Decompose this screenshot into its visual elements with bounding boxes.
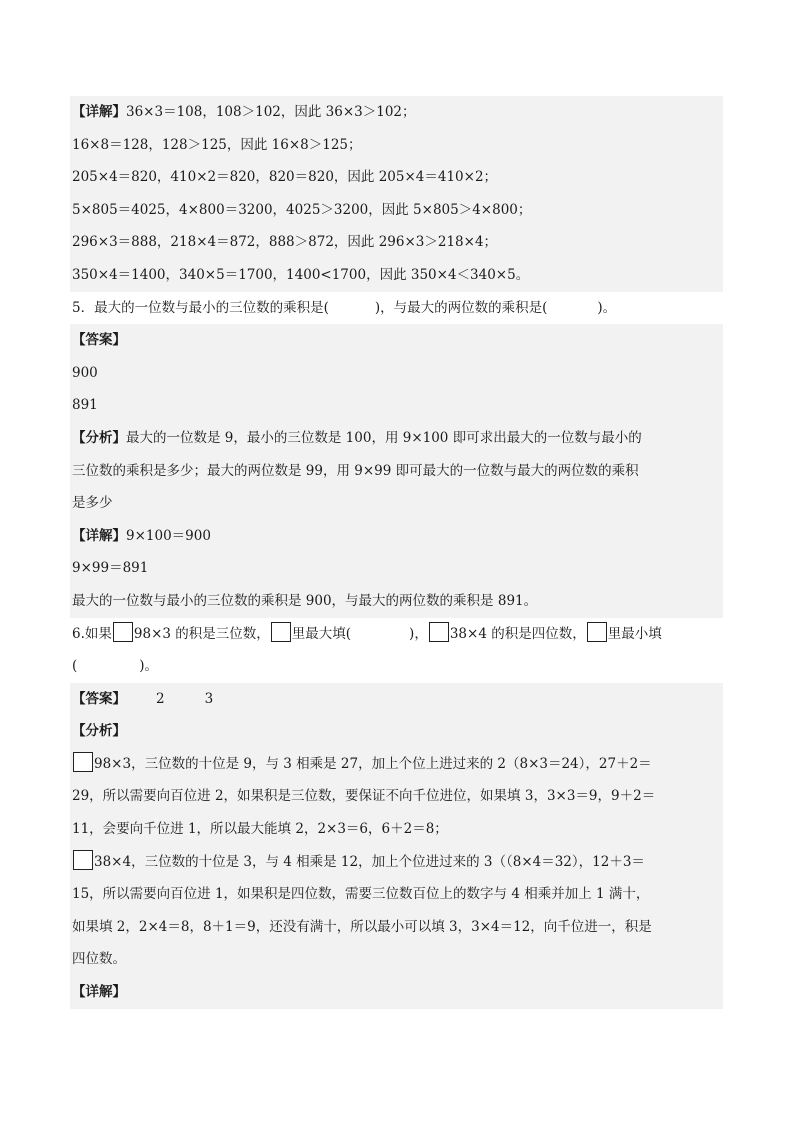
detail-line: 205×4＝820，410×2＝820，820＝820，因此 205×4＝410×2； — [70, 161, 723, 194]
question-6: 6.如果 98×3 的积是三位数， 里最大填( )， 38×4 的积是四位数， 里最小填 — [70, 618, 723, 651]
analysis-line: 【分析】最大的一位数是 9，最小的三位数是 100，用 9×100 即可求出最大的一位数与最小的 — [70, 422, 723, 455]
analysis-line: 11，会要向千位进 1，所以最大能填 2，2×3＝6，6＋2＝8； — [70, 813, 723, 846]
analysis-line: 15，所以需要向百位进 1，如果积是四位数，需要三位数百位上的数字与 4 相乘并加上 1 满十， — [70, 878, 723, 911]
analysis-line: 98×3，三位数的十位是 9，与 3 相乘是 27，加上个位上进过来的 2（8×3＝24），27＋2＝ — [70, 748, 723, 781]
analysis-line: 四位数。 — [70, 943, 723, 976]
detail-tag-line: 【详解】 — [70, 976, 723, 1009]
detail-text: 36×3＝108，108＞102，因此 36×3＞102； — [126, 104, 416, 120]
detail-line: 最大的一位数与最小的三位数的乘积是 900，与最大的两位数的乘积是 891。 — [70, 585, 723, 618]
analysis-line: 如果填 2，2×4＝8，8＋1＝9，还没有满十，所以最小可以填 3，3×4＝12，向千位进一，积是 — [70, 911, 723, 944]
detail-tag: 【详解】 — [72, 527, 126, 544]
detail-line: 296×3＝888，218×4＝872，888＞872，因此 296×3＞218×4； — [70, 226, 723, 259]
detail-line: 16×8＝128，128＞125，因此 16×8＞125； — [70, 129, 723, 162]
analysis-tag: 【分析】 — [72, 429, 126, 446]
blank-box — [271, 622, 291, 642]
analysis-line: 38×4，三位数的十位是 3，与 4 相乘是 12，加上个位进过来的 3（（8×4＝32），12＋3＝ — [70, 846, 723, 879]
question-6-line2: ( )。 — [72, 658, 159, 675]
answer-value: 2 — [156, 690, 165, 707]
answer-value: 900 — [70, 357, 723, 390]
detail-tag: 【详解】 — [72, 104, 126, 120]
analysis-line: 29，所以需要向百位进 2，如果积是三位数，要保证不向千位进位，如果填 3，3×3＝9，9＋2＝ — [70, 780, 723, 813]
answer-value: 891 — [70, 389, 723, 422]
blank-box — [73, 850, 93, 870]
analysis-line: 三位数的乘积是多少；最大的两位数是 99，用 9×99 即可最大的一位数与最大的两位数的乘积 — [70, 455, 723, 488]
analysis-line: 是多少 — [70, 487, 723, 520]
detail-line: 9×99＝891 — [70, 552, 723, 585]
blank-box — [429, 622, 449, 642]
answer-tag: 【答案】 — [72, 690, 126, 707]
detail-line — [70, 96, 723, 129]
question-5: 5．最大的一位数与最小的三位数的乘积是( )，与最大的两位数的乘积是( )。 — [72, 299, 617, 316]
answer-value: 3 — [204, 690, 214, 707]
analysis-tag-line: 【分析】 — [70, 715, 723, 748]
blank-box — [587, 622, 607, 642]
blank-box — [73, 752, 93, 772]
answer-line — [70, 683, 723, 716]
detail-line: 【详解】9×100＝900 — [70, 520, 723, 553]
document-page — [70, 96, 723, 1009]
detail-line: 350×4＝1400，340×5＝1700，1400<1700，因此 350×4＜340×5。 — [70, 259, 723, 292]
blank-box — [113, 622, 133, 642]
detail-line: 5×805＝4025，4×800＝3200，4025＞3200，因此 5×805＞4×800； — [70, 194, 723, 227]
answer-tag: 【答案】 — [70, 324, 723, 357]
